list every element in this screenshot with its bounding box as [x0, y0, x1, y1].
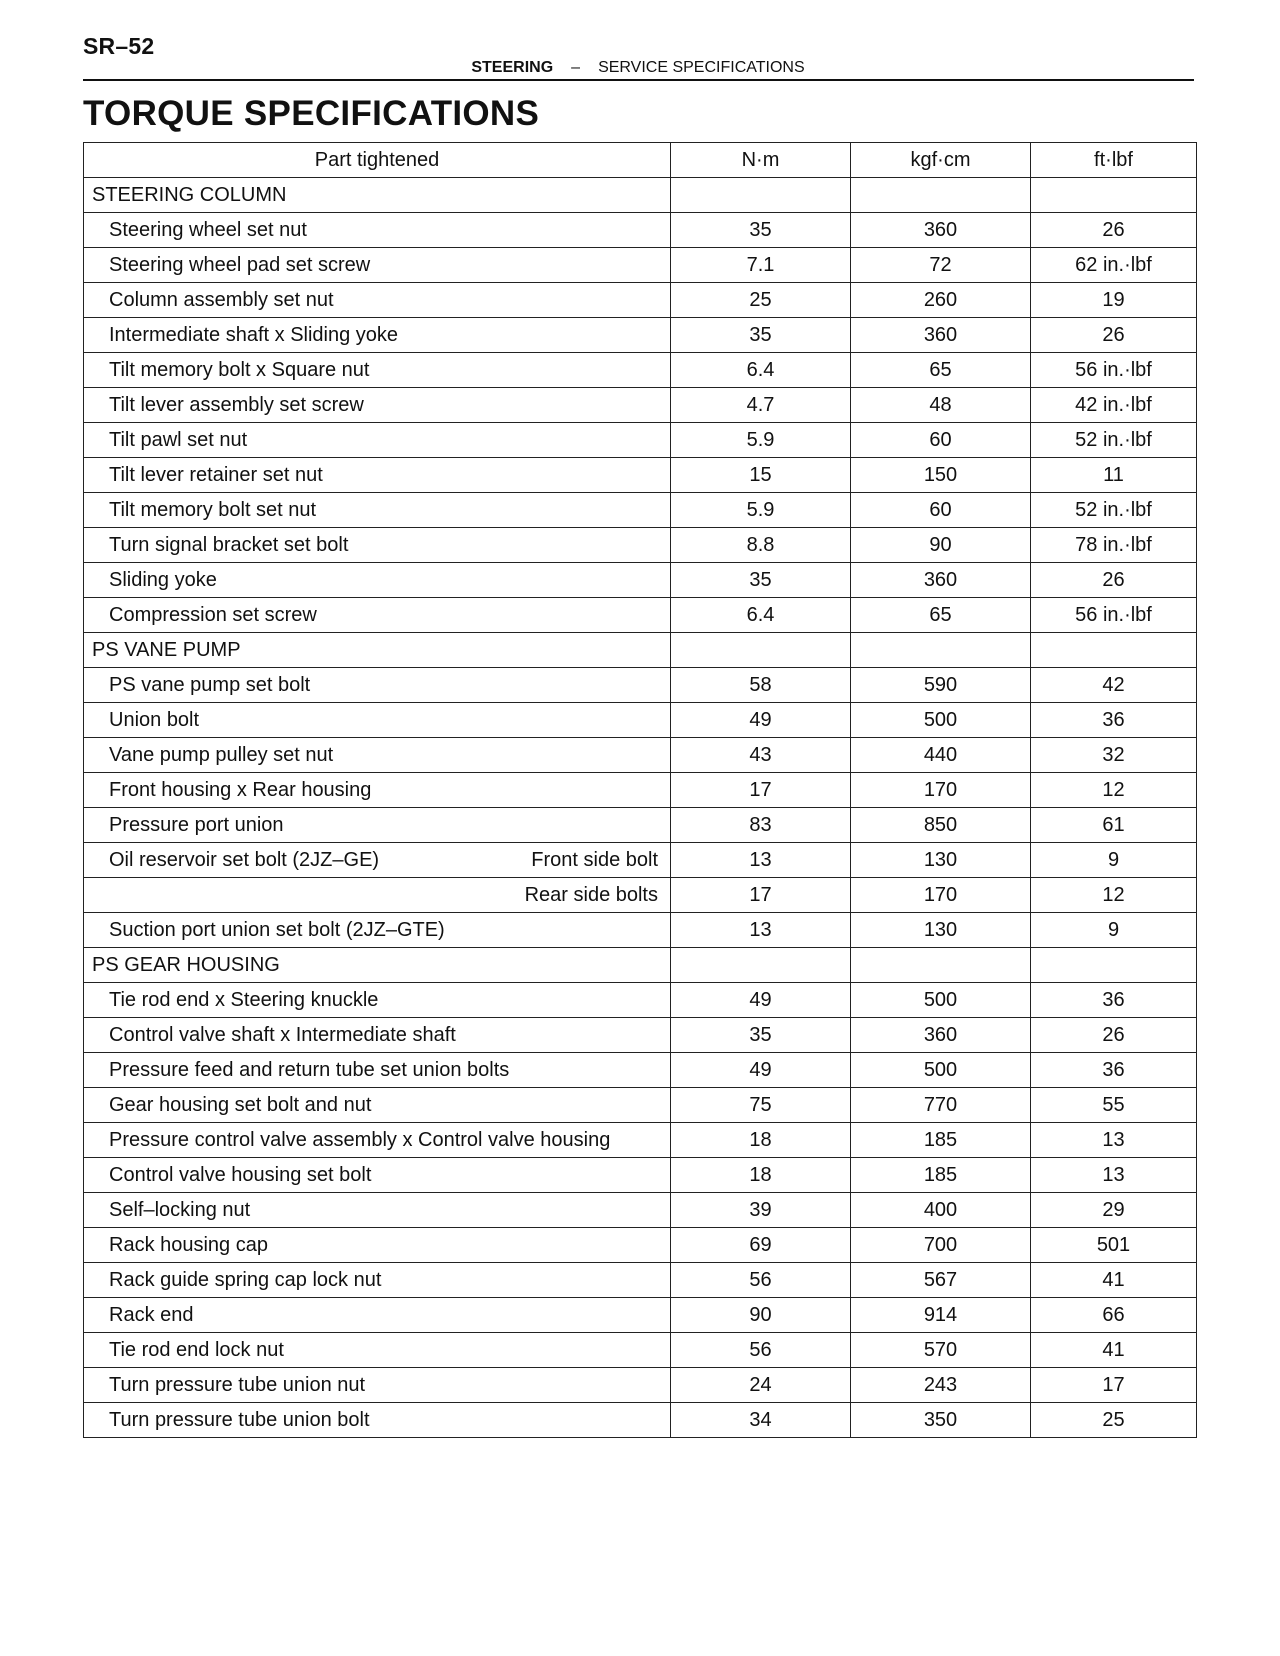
- part-cell: Self–locking nut: [84, 1193, 671, 1228]
- part-cell: Pressure port union: [84, 808, 671, 843]
- nm-value: 56: [671, 1263, 851, 1298]
- section-row: [84, 948, 1197, 983]
- empty-cell: [671, 633, 851, 668]
- ftlbf-value: 66: [1031, 1298, 1197, 1333]
- nm-value: 58: [671, 668, 851, 703]
- part-cell: Steering wheel set nut: [84, 213, 671, 248]
- table-row: [84, 1018, 1197, 1053]
- part-cell: Tilt memory bolt x Square nut: [84, 353, 671, 388]
- part-name: Oil reservoir set bolt (2JZ–GE): [109, 848, 380, 871]
- nm-value: 25: [671, 283, 851, 318]
- part-cell: Tie rod end x Steering knuckle: [84, 983, 671, 1018]
- nm-value: 56: [671, 1333, 851, 1368]
- part-cell: Steering wheel pad set screw: [84, 248, 671, 283]
- nm-value: 35: [671, 1018, 851, 1053]
- nm-value: 5.9: [671, 423, 851, 458]
- kgfcm-value: 350: [851, 1403, 1031, 1438]
- table-header-row: [84, 143, 1197, 178]
- kgfcm-value: 500: [851, 703, 1031, 738]
- ftlbf-value: 78 in.·lbf: [1031, 528, 1197, 563]
- part-cell: Turn pressure tube union nut: [84, 1368, 671, 1403]
- kgfcm-value: 170: [851, 773, 1031, 808]
- nm-value: 75: [671, 1088, 851, 1123]
- part-cell: Turn signal bracket set bolt: [84, 528, 671, 563]
- section-title: STEERING COLUMN: [84, 178, 671, 213]
- ftlbf-value: 32: [1031, 738, 1197, 773]
- table-body: [84, 178, 1197, 1438]
- kgfcm-value: 130: [851, 843, 1031, 878]
- torque-spec-table: [83, 142, 1197, 1438]
- kgfcm-value: 570: [851, 1333, 1031, 1368]
- nm-value: 49: [671, 703, 851, 738]
- table-row: [84, 388, 1197, 423]
- part-cell: Control valve shaft x Intermediate shaft: [84, 1018, 671, 1053]
- kgfcm-value: 360: [851, 563, 1031, 598]
- ftlbf-value: 52 in.·lbf: [1031, 493, 1197, 528]
- part-cell: Front housing x Rear housing: [84, 773, 671, 808]
- ftlbf-value: 19: [1031, 283, 1197, 318]
- part-cell: Rack guide spring cap lock nut: [84, 1263, 671, 1298]
- part-cell: Pressure control valve assembly x Control valve housing: [84, 1123, 671, 1158]
- ftlbf-value: 26: [1031, 1018, 1197, 1053]
- table-row: [84, 213, 1197, 248]
- table-row: [84, 878, 1197, 913]
- table-row: [84, 528, 1197, 563]
- part-cell: Sliding yoke: [84, 563, 671, 598]
- ftlbf-value: 501: [1031, 1228, 1197, 1263]
- nm-value: 69: [671, 1228, 851, 1263]
- kgfcm-value: 360: [851, 1018, 1031, 1053]
- part-cell: Tilt pawl set nut: [84, 423, 671, 458]
- table-row: [84, 1088, 1197, 1123]
- part-subitem: Front side bolt: [531, 848, 658, 871]
- nm-value: 4.7: [671, 388, 851, 423]
- ftlbf-value: 56 in.·lbf: [1031, 353, 1197, 388]
- empty-cell: [851, 633, 1031, 668]
- nm-value: 18: [671, 1123, 851, 1158]
- kgfcm-value: 400: [851, 1193, 1031, 1228]
- nm-value: 6.4: [671, 598, 851, 633]
- ftlbf-value: 13: [1031, 1123, 1197, 1158]
- part-cell: Rack end: [84, 1298, 671, 1333]
- table-row: [84, 1298, 1197, 1333]
- kgfcm-value: 243: [851, 1368, 1031, 1403]
- kgfcm-value: 770: [851, 1088, 1031, 1123]
- table-row: [84, 1228, 1197, 1263]
- table-row: [84, 1263, 1197, 1298]
- kgfcm-value: 360: [851, 213, 1031, 248]
- table-row: [84, 493, 1197, 528]
- ftlbf-value: 9: [1031, 913, 1197, 948]
- nm-value: 24: [671, 1368, 851, 1403]
- nm-value: 18: [671, 1158, 851, 1193]
- kgfcm-value: 65: [851, 353, 1031, 388]
- ftlbf-value: 55: [1031, 1088, 1197, 1123]
- nm-value: 35: [671, 213, 851, 248]
- table-row: [84, 913, 1197, 948]
- ftlbf-value: 29: [1031, 1193, 1197, 1228]
- ftlbf-value: 12: [1031, 878, 1197, 913]
- ftlbf-value: 42 in.·lbf: [1031, 388, 1197, 423]
- nm-value: 13: [671, 843, 851, 878]
- ftlbf-value: 42: [1031, 668, 1197, 703]
- part-cell: Tie rod end lock nut: [84, 1333, 671, 1368]
- table-row: [84, 843, 1197, 878]
- table-row: [84, 983, 1197, 1018]
- part-cell: PS vane pump set bolt: [84, 668, 671, 703]
- ftlbf-value: 36: [1031, 1053, 1197, 1088]
- section-title: PS GEAR HOUSING: [84, 948, 671, 983]
- kgfcm-value: 48: [851, 388, 1031, 423]
- table-row: [84, 1333, 1197, 1368]
- ftlbf-value: 36: [1031, 983, 1197, 1018]
- col-header-part: Part tightened: [84, 143, 671, 178]
- section-title: PS VANE PUMP: [84, 633, 671, 668]
- empty-cell: [671, 178, 851, 213]
- part-cell: Intermediate shaft x Sliding yoke: [84, 318, 671, 353]
- section-row: [84, 178, 1197, 213]
- col-header-ftlbf: ft·lbf: [1031, 143, 1197, 178]
- nm-value: 43: [671, 738, 851, 773]
- part-cell: Pressure feed and return tube set union bolts: [84, 1053, 671, 1088]
- ftlbf-value: 26: [1031, 213, 1197, 248]
- part-cell: Column assembly set nut: [84, 283, 671, 318]
- section-name: STEERING: [471, 59, 554, 76]
- table-row: [84, 668, 1197, 703]
- section-row: [84, 633, 1197, 668]
- ftlbf-value: 26: [1031, 563, 1197, 598]
- table-row: [84, 1193, 1197, 1228]
- page-title: TORQUE SPECIFICATIONS: [83, 94, 540, 133]
- ftlbf-value: 56 in.·lbf: [1031, 598, 1197, 633]
- table-row: [84, 458, 1197, 493]
- kgfcm-value: 500: [851, 983, 1031, 1018]
- table-row: [84, 1158, 1197, 1193]
- col-header-nm: N·m: [671, 143, 851, 178]
- kgfcm-value: 150: [851, 458, 1031, 493]
- ftlbf-value: 52 in.·lbf: [1031, 423, 1197, 458]
- nm-value: 15: [671, 458, 851, 493]
- nm-value: 13: [671, 913, 851, 948]
- ftlbf-value: 17: [1031, 1368, 1197, 1403]
- nm-value: 34: [671, 1403, 851, 1438]
- table-row: [84, 1368, 1197, 1403]
- table-row: [84, 423, 1197, 458]
- kgfcm-value: 60: [851, 423, 1031, 458]
- table-row: [84, 773, 1197, 808]
- table-row: [84, 1123, 1197, 1158]
- nm-value: 8.8: [671, 528, 851, 563]
- table-row: [84, 1403, 1197, 1438]
- empty-cell: [851, 178, 1031, 213]
- ftlbf-value: 62 in.·lbf: [1031, 248, 1197, 283]
- part-cell: Rear side bolts: [84, 878, 671, 913]
- table-row: [84, 808, 1197, 843]
- part-cell: Tilt lever assembly set screw: [84, 388, 671, 423]
- ftlbf-value: 36: [1031, 703, 1197, 738]
- empty-cell: [1031, 633, 1197, 668]
- kgfcm-value: 850: [851, 808, 1031, 843]
- kgfcm-value: 170: [851, 878, 1031, 913]
- kgfcm-value: 65: [851, 598, 1031, 633]
- nm-value: 35: [671, 563, 851, 598]
- ftlbf-value: 13: [1031, 1158, 1197, 1193]
- empty-cell: [1031, 948, 1197, 983]
- ftlbf-value: 26: [1031, 318, 1197, 353]
- part-cell: Turn pressure tube union bolt: [84, 1403, 671, 1438]
- table-row: [84, 738, 1197, 773]
- empty-cell: [1031, 178, 1197, 213]
- ftlbf-value: 61: [1031, 808, 1197, 843]
- ftlbf-value: 41: [1031, 1263, 1197, 1298]
- kgfcm-value: 130: [851, 913, 1031, 948]
- part-cell: Suction port union set bolt (2JZ–GTE): [84, 913, 671, 948]
- kgfcm-value: 500: [851, 1053, 1031, 1088]
- ftlbf-value: 12: [1031, 773, 1197, 808]
- header-separator: –: [571, 59, 581, 76]
- kgfcm-value: 567: [851, 1263, 1031, 1298]
- kgfcm-value: 72: [851, 248, 1031, 283]
- subsection-name: SERVICE SPECIFICATIONS: [598, 59, 805, 76]
- part-cell: Rack housing cap: [84, 1228, 671, 1263]
- empty-cell: [851, 948, 1031, 983]
- nm-value: 39: [671, 1193, 851, 1228]
- table-row: [84, 1053, 1197, 1088]
- part-cell: Vane pump pulley set nut: [84, 738, 671, 773]
- kgfcm-value: 360: [851, 318, 1031, 353]
- kgfcm-value: 60: [851, 493, 1031, 528]
- table-row: [84, 248, 1197, 283]
- part-cell: Gear housing set bolt and nut: [84, 1088, 671, 1123]
- kgfcm-value: 90: [851, 528, 1031, 563]
- ftlbf-value: 9: [1031, 843, 1197, 878]
- nm-value: 17: [671, 878, 851, 913]
- table-row: [84, 563, 1197, 598]
- kgfcm-value: 440: [851, 738, 1031, 773]
- nm-value: 17: [671, 773, 851, 808]
- nm-value: 6.4: [671, 353, 851, 388]
- kgfcm-value: 700: [851, 1228, 1031, 1263]
- empty-cell: [671, 948, 851, 983]
- kgfcm-value: 590: [851, 668, 1031, 703]
- nm-value: 49: [671, 983, 851, 1018]
- col-header-kgfcm: kgf·cm: [851, 143, 1031, 178]
- part-cell: Union bolt: [84, 703, 671, 738]
- ftlbf-value: 25: [1031, 1403, 1197, 1438]
- page-number: SR–52: [83, 33, 155, 59]
- ftlbf-value: 41: [1031, 1333, 1197, 1368]
- part-cell: Tilt memory bolt set nut: [84, 493, 671, 528]
- table-row: [84, 703, 1197, 738]
- ftlbf-value: 11: [1031, 458, 1197, 493]
- running-header: [83, 58, 1193, 78]
- kgfcm-value: 914: [851, 1298, 1031, 1333]
- part-cell: Compression set screw: [84, 598, 671, 633]
- part-cell: Tilt lever retainer set nut: [84, 458, 671, 493]
- kgfcm-value: 260: [851, 283, 1031, 318]
- part-cell: [84, 843, 671, 878]
- nm-value: 49: [671, 1053, 851, 1088]
- table-row: [84, 353, 1197, 388]
- part-cell: Control valve housing set bolt: [84, 1158, 671, 1193]
- table-row: [84, 598, 1197, 633]
- header-rule: [83, 79, 1194, 81]
- table-row: [84, 318, 1197, 353]
- kgfcm-value: 185: [851, 1158, 1031, 1193]
- nm-value: 7.1: [671, 248, 851, 283]
- kgfcm-value: 185: [851, 1123, 1031, 1158]
- nm-value: 5.9: [671, 493, 851, 528]
- nm-value: 83: [671, 808, 851, 843]
- nm-value: 90: [671, 1298, 851, 1333]
- nm-value: 35: [671, 318, 851, 353]
- table-row: [84, 283, 1197, 318]
